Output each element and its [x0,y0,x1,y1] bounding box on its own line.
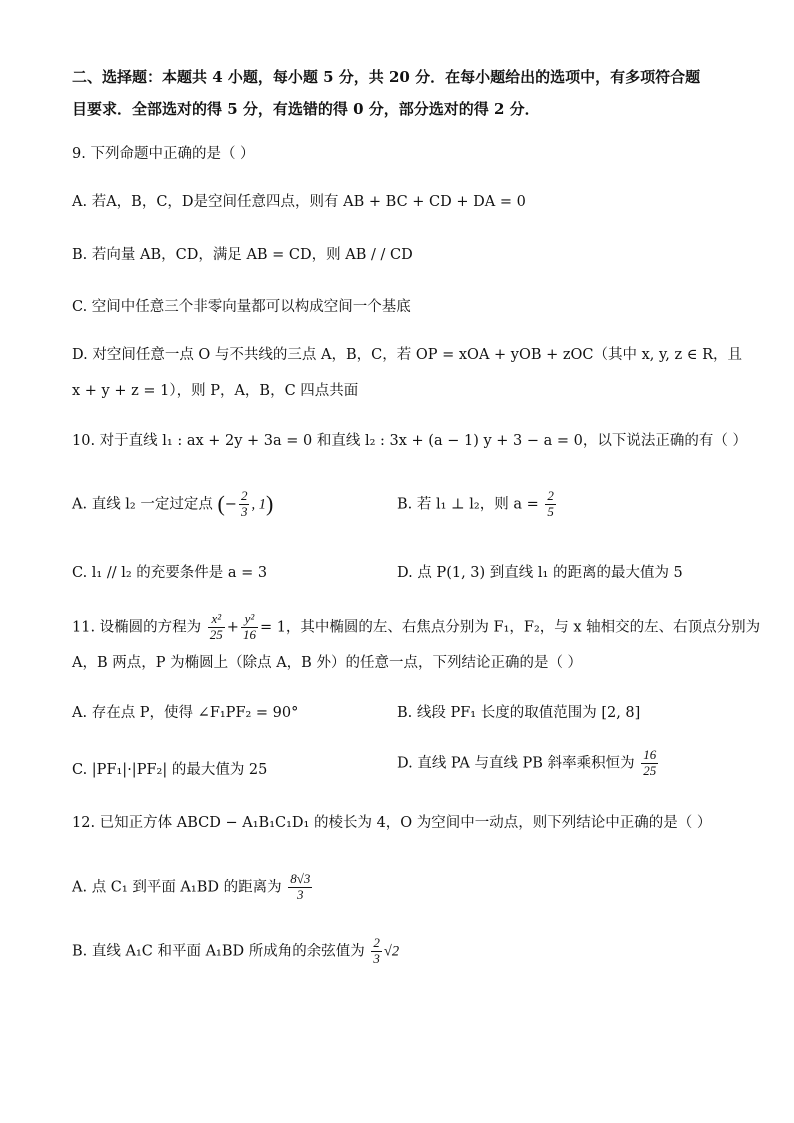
section-header-line-2: 目要求．全部选对的得 5 分，有选错的得 0 分，部分选对的得 2 分． [72,100,540,118]
q9-option-b: B. 若向量 AB，CD，满足 AB = CD，则 AB / / CD [72,247,413,263]
q9-option-d-line-2: x + y + z = 1），则 P，A，B，C 四点共面 [72,383,359,399]
q10-option-c: C. l₁ // l₂ 的充要条件是 a = 3 [72,565,268,581]
q10-stem: 10. 对于直线 l₁ : ax + 2y + 3a = 0 和直线 l₂ : 3x + (a − 1) y + 3 − a = 0，以下说法正确的有（ ） [72,433,747,449]
q9-option-d-line-1: D. 对空间任意一点 O 与不共线的三点 A，B，C，若 OP = xOA + yOB + zOC（其中 x, y, z ∈ R，且 [72,347,743,363]
q12-stem: 12. 已知正方体 ABCD − A₁B₁C₁D₁ 的棱长为 4，O 为空间中一动点，则下列结论中正确的是（ ） [72,815,712,831]
q9-stem: 9. 下列命题中正确的是（ ） [72,146,255,162]
q11-option-d: D. 直线 PA 与直线 PB 斜率乘积恒为 $\frac{16}{25}$ [397,747,657,778]
neg-sign: − [224,496,237,513]
q10-option-d: D. 点 P(1, 3) 到直线 l₁ 的距离的最大值为 5 [397,565,683,581]
q11-stem-line-1: 11. 设椭圆的方程为 $\frac{\text{x²}}{25}$ + $\frac{\text{y²}}{16}$ = 1，其中椭圆的左、右焦点分别为 F₁，F₂，与 x 轴相交的左、右顶点分别为 [72,611,761,642]
fraction-2-3: $\frac{2}{3}$ [240,488,248,519]
section-header-line-1: 二、选择题：本题共 4 小题，每小题 5 分，共 20 分．在每小题给出的选项中，有多项符合题 [72,68,701,86]
q11-option-a: A. 存在点 P，使得 ∠F₁PF₂ = 90° [72,705,299,721]
right-paren: ) [265,491,274,517]
q11-option-c: C. |PF₁|·|PF₂| 的最大值为 25 [72,762,268,778]
left-paren: ( [217,491,225,517]
q10-option-a: A. 直线 l₂ 一定过定点 (− $\frac{2}{3}$ , 1) [72,488,274,519]
fraction-8root3-3: $\frac{8√3}{3}$ [290,871,311,902]
q12-option-b: B. 直线 A₁C 和平面 A₁BD 所成角的余弦值为 $\frac{2}{3}$ √2 [72,935,400,966]
q11-option-b: B. 线段 PF₁ 长度的取值范围为 [2, 8] [397,705,641,721]
q10-option-a-text: A. 直线 l₂ 一定过定点 [72,496,213,513]
fraction-x2-25: $\frac{\text{x²}}{25}$ [209,611,223,642]
q9-option-a: A. 若A，B，C，D是空间任意四点，则有 AB + BC + CD + DA = 0 [72,194,526,210]
fraction-y2-16: $\frac{\text{y²}}{16}$ [242,611,256,642]
q9-option-c: C. 空间中任意三个非零向量都可以构成空间一个基底 [72,299,411,315]
fraction-2-3-b: $\frac{2}{3}$ [373,935,380,966]
q10-option-b: B. 若 l₁ ⊥ l₂，则 a = $\frac{2}{5}$ [397,488,554,519]
q12-option-a: A. 点 C₁ 到平面 A₁BD 的距离为 $\frac{8√3}{3}$ [72,871,311,902]
fraction-2-5: $\frac{2}{5}$ [547,488,554,519]
q11-stem-line-2: A，B 两点，P 为椭圆上（除点 A，B 外）的任意一点，下列结论正确的是（ ） [72,655,583,671]
fraction-16-25: $\frac{16}{25}$ [643,747,657,778]
